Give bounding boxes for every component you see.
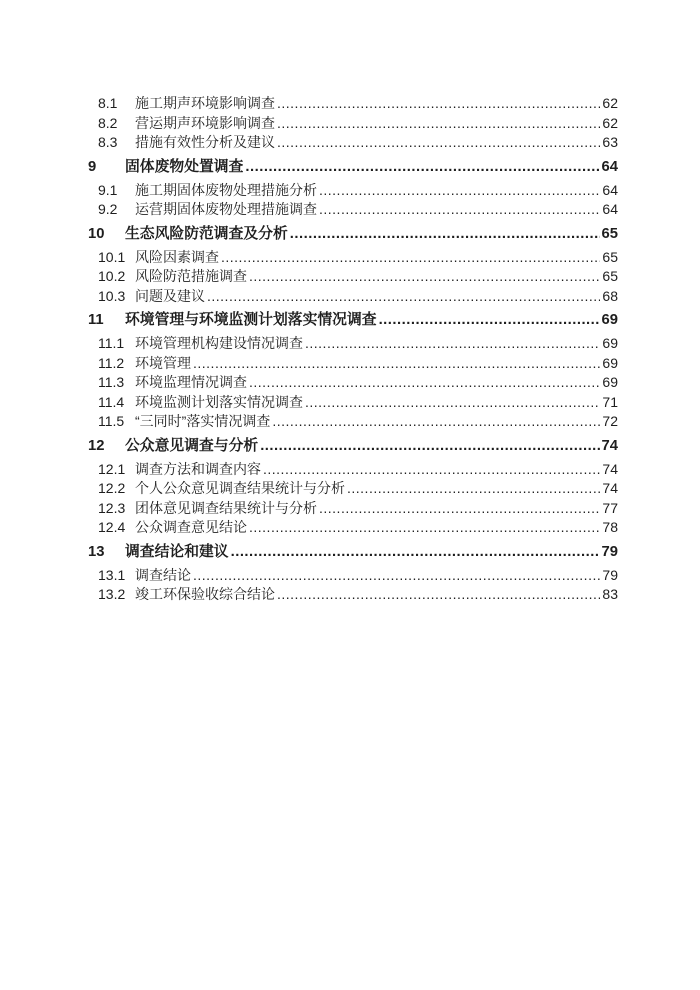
toc-entry-number: 12.2: [98, 480, 126, 496]
toc-entry-page: 65: [602, 248, 618, 265]
toc-entry-number: 10.2: [98, 268, 126, 284]
toc-entry-page: 77: [602, 499, 618, 516]
toc-entry-number: 10.3: [98, 287, 126, 304]
toc-entry-title: 环境监测计划落实情况调查: [135, 393, 303, 410]
toc-entry-title: 调查方法和调查内容: [135, 460, 261, 477]
toc-entry-title: 团体意见调查结果统计与分析: [135, 499, 317, 516]
toc-entry-number: 10.1: [98, 248, 126, 265]
toc-leader-dots: [247, 518, 600, 538]
toc-entry-title: 问题及建议: [135, 287, 205, 304]
toc-leader-dots: [275, 94, 600, 114]
toc-entry[interactable]: [88, 499, 618, 519]
toc-entry-number: 13.2: [98, 586, 126, 602]
toc-entry[interactable]: [88, 436, 618, 457]
toc-entry-page: 69: [602, 335, 618, 351]
toc-entry-title: 环境管理: [135, 354, 191, 371]
toc-leader-dots: [247, 373, 600, 393]
toc-leader-dots: [205, 287, 600, 307]
toc-entry-title: 环境监理情况调查: [135, 374, 247, 390]
toc-entry-page: 69: [601, 312, 618, 328]
toc-entry[interactable]: [88, 94, 618, 114]
toc-entry[interactable]: [88, 267, 618, 287]
toc-entry-number: 11.5: [98, 413, 125, 429]
toc-entry-page: 62: [602, 114, 618, 131]
toc-entry-title: 公众调查意见结论: [135, 519, 247, 535]
toc-entry-page: 65: [602, 268, 618, 284]
toc-entry-title: 环境管理机构建设情况调查: [135, 335, 303, 351]
toc-entry-page: 79: [602, 566, 618, 583]
toc-leader-dots: [288, 224, 600, 245]
toc-entry-page: 64: [602, 201, 618, 217]
toc-entry-page: 65: [601, 225, 618, 242]
toc-entry[interactable]: [88, 157, 618, 178]
toc-leader-dots: [317, 181, 600, 201]
toc-entry-page: 62: [602, 95, 618, 111]
toc-entry-number: 13: [88, 543, 105, 560]
toc-entry[interactable]: [88, 287, 618, 307]
toc-entry-title: 固体废物处置调查: [125, 158, 244, 175]
toc-leader-dots: [258, 436, 599, 457]
toc-entry-title: 调查结论和建议: [125, 543, 229, 560]
toc-entry-page: 63: [602, 134, 618, 150]
toc-entry-title: 风险防范措施调查: [135, 268, 247, 284]
toc-entry-page: 64: [602, 181, 618, 198]
toc-leader-dots: [317, 200, 600, 220]
toc-entry[interactable]: [88, 373, 618, 393]
toc-entry[interactable]: [88, 460, 618, 480]
toc-leader-dots: [229, 542, 600, 563]
toc-entry-page: 79: [601, 543, 618, 560]
toc-entry-page: 74: [602, 480, 618, 496]
toc-entry-page: 83: [602, 586, 618, 602]
toc-entry[interactable]: [88, 393, 618, 413]
toc-leader-dots: [275, 585, 600, 605]
toc-entry-number: 12: [88, 437, 105, 454]
toc-leader-dots: [247, 267, 600, 287]
toc-entry-number: 11: [88, 312, 104, 328]
toc-entry-page: 78: [602, 519, 618, 535]
toc-entry-title: 环境管理与环境监测计划落实情况调查: [125, 312, 377, 328]
toc-entry-title: 运营期固体废物处理措施调查: [135, 201, 317, 217]
toc-entry-title: 生态风险防范调查及分析: [125, 225, 288, 242]
toc-entry-number: 9: [88, 158, 97, 175]
toc-entry[interactable]: [88, 479, 618, 499]
toc-entry-page: 74: [602, 460, 618, 477]
toc-entry[interactable]: [88, 133, 618, 153]
toc-leader-dots: [303, 334, 600, 354]
toc-entry-title: 公众意见调查与分析: [125, 437, 259, 454]
toc-entry[interactable]: [88, 566, 618, 586]
toc-entry-number: 12.1: [98, 460, 126, 477]
toc-entry-title: 施工期声环境影响调查: [135, 95, 275, 111]
toc-entry[interactable]: [88, 354, 618, 374]
toc-leader-dots: [275, 133, 600, 153]
toc-entry-page: 64: [601, 158, 618, 175]
toc-entry-number: 8.1: [98, 95, 118, 111]
toc-entry-number: 12.3: [98, 499, 126, 516]
toc-leader-dots: [377, 310, 600, 331]
toc-leader-dots: [219, 248, 600, 268]
toc-entry-title: 营运期声环境影响调查: [135, 114, 275, 131]
toc-entry[interactable]: [88, 224, 618, 245]
toc-entry-page: 68: [602, 287, 618, 304]
toc-entry[interactable]: [88, 334, 618, 354]
toc-entry[interactable]: [88, 310, 618, 331]
toc-leader-dots: [317, 499, 600, 519]
toc-entry-page: 69: [602, 354, 618, 371]
toc-entry-page: 71: [602, 393, 618, 410]
toc-entry-title: 调查结论: [135, 566, 191, 583]
toc-entry[interactable]: [88, 542, 618, 563]
toc-entry-title: “三同时”落实情况调查: [135, 413, 271, 429]
toc-entry-number: 11.3: [98, 374, 125, 390]
toc-leader-dots: [191, 354, 600, 374]
toc-entry-title: 个人公众意见调查结果统计与分析: [135, 480, 345, 496]
toc-entry-title: 竣工环保验收综合结论: [135, 586, 275, 602]
toc-entry[interactable]: [88, 248, 618, 268]
toc-entry-number: 9.1: [98, 181, 118, 198]
toc-entry[interactable]: [88, 200, 618, 220]
toc-leader-dots: [345, 479, 600, 499]
toc-entry-title: 措施有效性分析及建议: [135, 134, 275, 150]
toc-leader-dots: [243, 157, 599, 178]
toc-entry[interactable]: [88, 181, 618, 201]
toc-entry[interactable]: [88, 585, 618, 605]
toc-entry-number: 11.2: [98, 354, 125, 371]
toc-entry-number: 9.2: [98, 201, 118, 217]
toc-entry-title: 风险因素调查: [135, 248, 219, 265]
toc-entry-page: 69: [602, 374, 618, 390]
toc-entry[interactable]: [88, 518, 618, 538]
toc-leader-dots: [191, 566, 600, 586]
toc-entry[interactable]: [88, 412, 618, 432]
toc-leader-dots: [261, 460, 600, 480]
toc-leader-dots: [303, 393, 600, 413]
toc-entry-number: 10: [88, 225, 105, 242]
toc-entry-title: 施工期固体废物处理措施分析: [135, 181, 317, 198]
toc-entry-number: 11.4: [98, 393, 125, 410]
toc-entry-page: 72: [602, 413, 618, 429]
toc-entry-number: 8.2: [98, 114, 118, 131]
toc-entry-page: 74: [601, 437, 618, 454]
toc-entry-number: 11.1: [98, 335, 125, 351]
toc-leader-dots: [275, 114, 600, 134]
toc-leader-dots: [270, 412, 600, 432]
toc-entry-number: 13.1: [98, 566, 126, 583]
toc-list: [88, 94, 618, 605]
toc-entry-number: 12.4: [98, 519, 126, 535]
toc-entry[interactable]: [88, 114, 618, 134]
toc-entry-number: 8.3: [98, 134, 118, 150]
